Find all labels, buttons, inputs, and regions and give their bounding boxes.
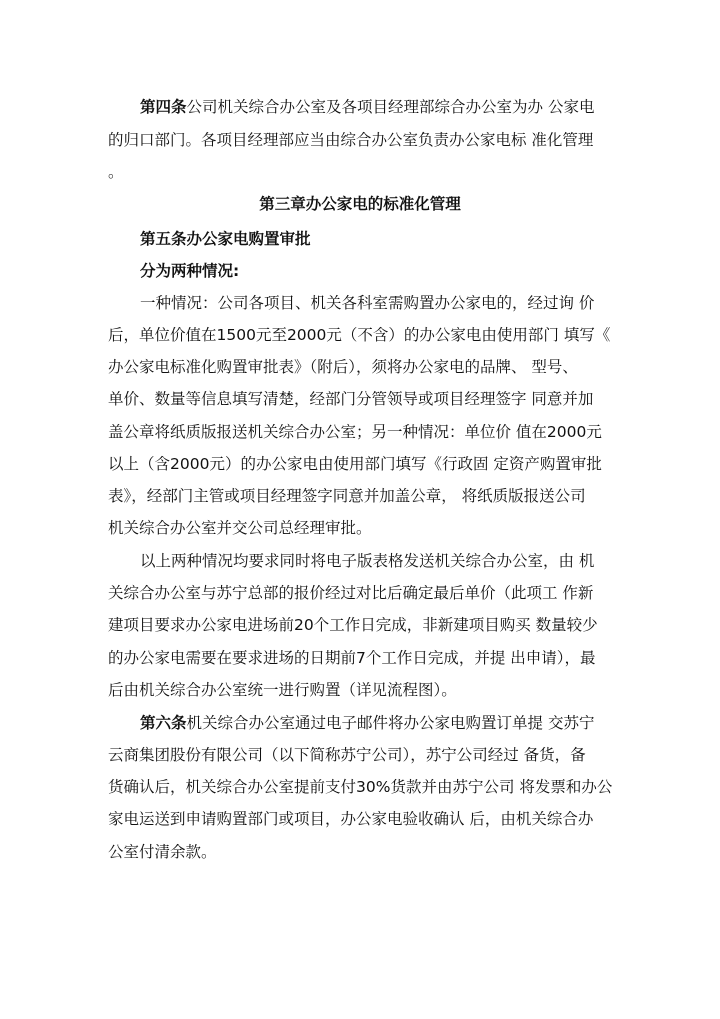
article4-text-1: 公司机关综合办公室及各项目经理部综合办公室为办 公家电	[186, 98, 595, 116]
article4-heading: 第四条	[140, 98, 187, 116]
article6-text-1: 机关综合办公室通过电子邮件将办公家电购置订单提 交苏宁	[186, 714, 595, 732]
chapter-title: 第三章办公家电的标准化管理	[259, 195, 461, 213]
para2-line-4: 的办公家电需要在要求进场的日期前7个工作日完成，并提 出申请），最	[108, 649, 596, 667]
article6-line-3: 货确认后，机关综合办公室提前支付30%货款并由苏宁公司 将发票和办公	[108, 778, 613, 796]
para2-line-3: 建项目要求办公家电进场前20个工作日完成，非新建项目购买 数量较少	[108, 616, 598, 634]
para1-line-5: 盖公章将纸质版报送机关综合办公室；另一种情况：单位价 值在2000元	[108, 423, 602, 441]
para1-line-3: 办公家电标准化购置审批表》（附后），须将办公家电的品牌、 型号、	[108, 358, 578, 376]
article4-line-1	[0, 97, 720, 117]
article6-line-5: 公室付清余款。	[108, 843, 217, 861]
para1-line-1: 一种情况：公司各项目、机关各科室需购置办公家电的，经过询 价	[140, 294, 595, 312]
article6-heading: 第六条	[140, 714, 187, 732]
article6-line-2: 云商集团股份有限公司（以下简称苏宁公司），苏宁公司经过 备货，备	[108, 746, 586, 764]
para1-line-7: 表》，经部门主管或项目经理签字同意并加盖公章， 将纸质版报送公司	[108, 487, 586, 505]
para2-line-2: 关综合办公室与苏宁总部的报价经过对比后确定最后单价（此项工 作新	[108, 584, 594, 602]
article6-line-4: 家电运送到申请购置部门或项目，办公家电验收确认 后，由机关综合办	[108, 810, 594, 828]
para2-line-5: 后由机关综合办公室统一进行购置（详见流程图）。	[108, 681, 457, 699]
article5-subheading: 分为两种情况:	[140, 262, 240, 280]
article5-heading: 第五条办公家电购置审批	[140, 230, 311, 248]
para1-line-6: 以上（含2000元）的办公家电由使用部门填写《行政固 定资产购置审批	[108, 455, 602, 473]
article4-line-2: 的归口部门。各项目经理部应当由综合办公室负责办公家电标 准化管理	[108, 131, 594, 149]
para2-line-1: 以上两种情况均要求同时将电子版表格发送机关综合办公室，由 机	[140, 552, 595, 570]
para1-line-4: 单价、数量等信息填写清楚，经部门分管领导或项目经理签字 同意并加	[108, 390, 594, 408]
para1-line-2: 后，单位价值在1500元至2000元（不含）的办公家电由使用部门 填写《	[108, 326, 611, 344]
para1-line-8: 机关综合办公室并交公司总经理审批。	[108, 519, 372, 537]
article6-line-1	[0, 713, 720, 733]
article4-line-3: 。	[108, 163, 124, 181]
